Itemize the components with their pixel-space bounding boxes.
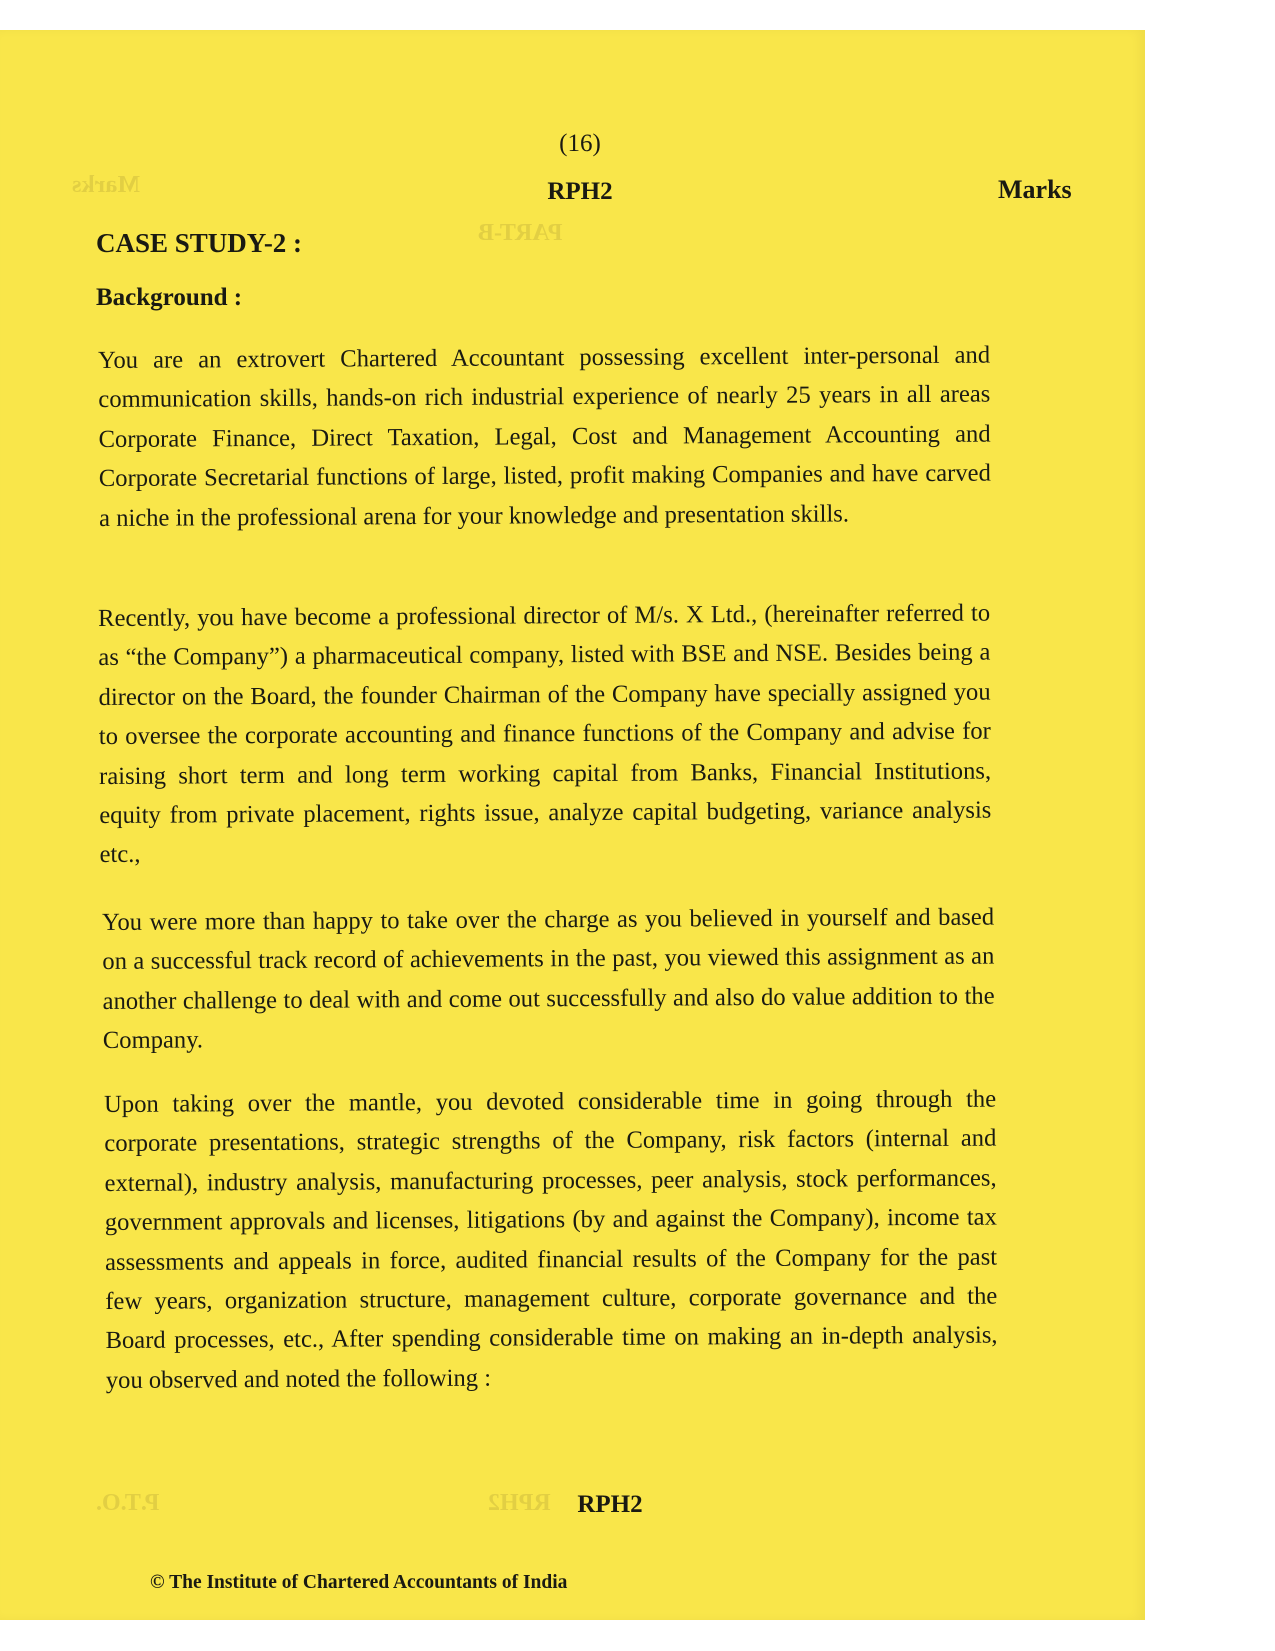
page-number: (16) bbox=[559, 130, 601, 157]
background-heading: Background : bbox=[96, 284, 243, 311]
paragraph-motivation: You were more than happy to take over the charge as you believed in yourself and based on a successful track record of achievements in the past, you viewed this assignment as an another challenge to deal with and come out successfully and also do value addition to the Company. bbox=[102, 903, 995, 1055]
paragraph-appointment: Recently, you have become a professional director of M/s. X Ltd., (hereinafter referred to as “the Company”) a pharmaceutical company, listed with BSE and NSE. Besides being a director on the Board, the founder Chairman of the Company have specially assigned you to oversee the corporate accounting and finance functions of the Company and advise for raising short term and long term working capital from Banks, Financial Institutions, equity from private placement, rights issue, analyze capital budgeting, variance analysis etc., bbox=[98, 599, 992, 869]
paragraph-profile: You are an extrovert Chartered Accountant possessing excellent inter-personal and communication skills, hands-on rich industrial experience of nearly 25 years in all areas Corporate Finance, Direct Taxation, Legal, Cost and Management Accounting and Corporate Secretarial functions of large, listed, profit making Companies and have carved a niche in the professional arena for your knowledge and presentation skills. bbox=[98, 341, 991, 532]
copyright-notice: © The Institute of Chartered Accountants of India bbox=[150, 1572, 568, 1593]
case-study-title: CASE STUDY-2 : bbox=[96, 228, 303, 258]
paragraph-analysis: Upon taking over the mantle, you devoted considerable time in going through the corporate presentations, strategic strengths of the Company, risk factors (internal and external), industry analysis, manufacturing processes, peer analysis, stock performances, government approvals and licenses, litigations (by and against the Company), income tax assessments and appeals in force, audited financial results of the Company for the past few years, organization structure, management culture, corporate governance and the Board processes, etc., After spending considerable time on making an in-depth analysis, you observed and noted the following : bbox=[104, 1085, 998, 1394]
paper-code-footer: RPH2 bbox=[577, 1491, 643, 1518]
show-through-code: RPH2 bbox=[488, 1490, 551, 1516]
marks-column-label: Marks bbox=[998, 175, 1072, 204]
show-through-marks: Marks bbox=[72, 172, 140, 198]
paper-code-header: RPH2 bbox=[547, 178, 613, 205]
show-through-pto: P.T.O. bbox=[96, 1490, 160, 1516]
show-through-part: PART-B bbox=[478, 220, 563, 246]
